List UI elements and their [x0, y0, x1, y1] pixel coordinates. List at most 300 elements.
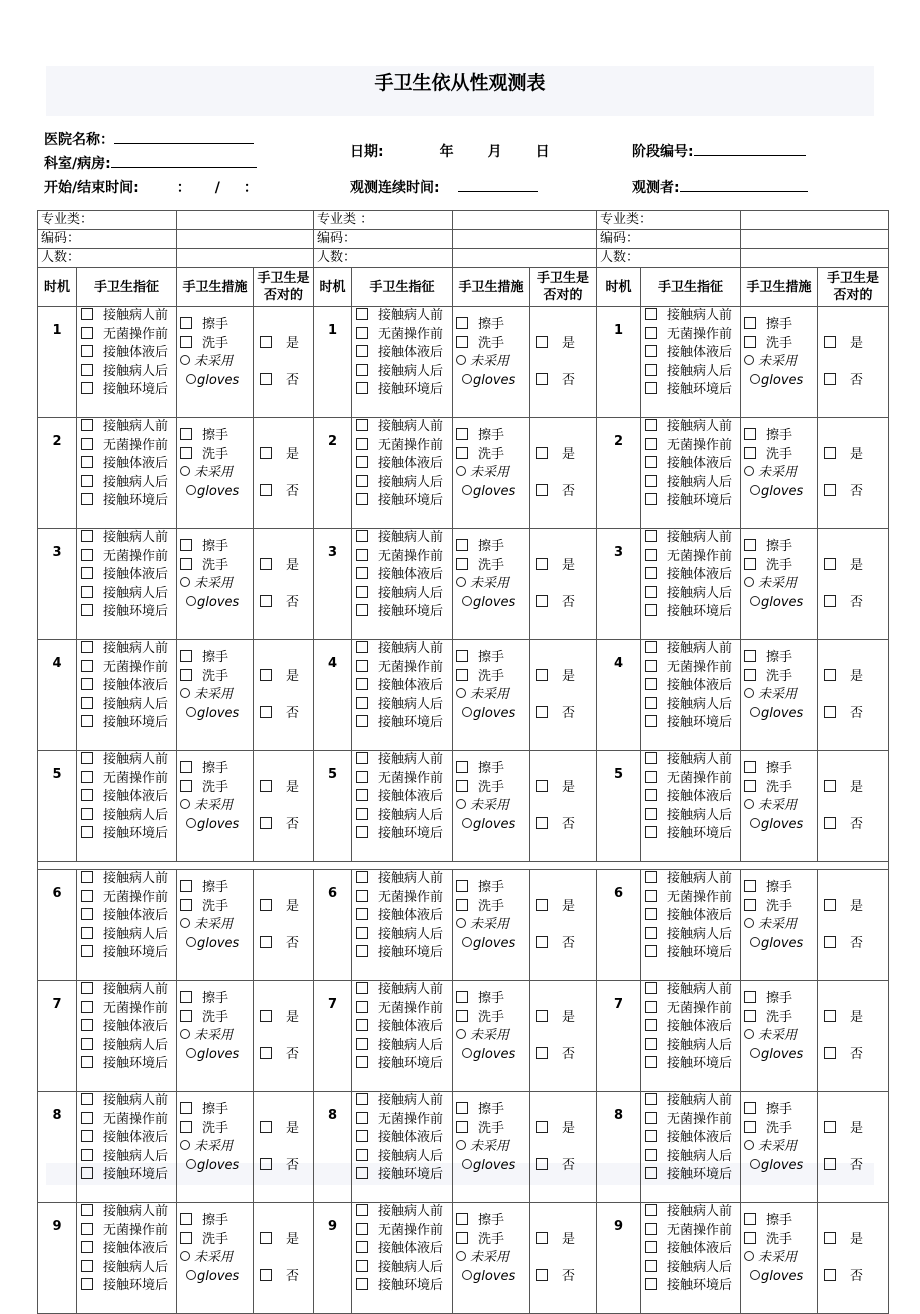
indication-option[interactable]: [81, 1240, 176, 1259]
answer-yes[interactable]: [824, 769, 888, 806]
indication-option[interactable]: [81, 677, 176, 696]
checkbox[interactable]: [824, 1158, 836, 1170]
radio-button[interactable]: [750, 707, 760, 717]
radio-button[interactable]: [186, 1270, 196, 1280]
answer-yes[interactable]: [536, 1110, 596, 1147]
answer-no[interactable]: [536, 584, 596, 621]
radio-button[interactable]: [750, 1048, 760, 1058]
measure-option-wash[interactable]: [744, 1231, 817, 1250]
answer-no[interactable]: [824, 473, 888, 510]
indication-option[interactable]: [356, 807, 452, 826]
answer-yes[interactable]: [260, 1110, 313, 1147]
checkbox[interactable]: [356, 927, 368, 939]
checkbox[interactable]: [536, 1010, 548, 1022]
indication-option[interactable]: [81, 326, 176, 345]
indication-option[interactable]: [81, 751, 176, 770]
radio-button[interactable]: [180, 466, 190, 476]
radio-button[interactable]: [180, 577, 190, 587]
indication-option[interactable]: [81, 1129, 176, 1148]
measure-option-wash[interactable]: [744, 446, 817, 465]
measure-option-not-used[interactable]: [180, 353, 253, 372]
indication-option[interactable]: [356, 1037, 452, 1056]
checkbox[interactable]: [536, 1158, 548, 1170]
answer-yes[interactable]: [824, 325, 888, 362]
measure-option-wash[interactable]: [456, 1009, 529, 1028]
answer-no[interactable]: [536, 1036, 596, 1073]
radio-button[interactable]: [456, 466, 466, 476]
indication-option[interactable]: [81, 344, 176, 363]
answer-yes[interactable]: [536, 547, 596, 584]
checkbox[interactable]: [356, 871, 368, 883]
answer-yes[interactable]: [824, 888, 888, 925]
indication-option[interactable]: [81, 1222, 176, 1241]
checkbox[interactable]: [645, 641, 657, 653]
indication-option[interactable]: [81, 889, 176, 908]
radio-button[interactable]: [180, 918, 190, 928]
indication-option[interactable]: [356, 714, 452, 733]
checkbox[interactable]: [81, 604, 93, 616]
checkbox[interactable]: [356, 908, 368, 920]
indication-option[interactable]: [645, 326, 740, 345]
answer-yes[interactable]: [824, 1221, 888, 1258]
checkbox[interactable]: [824, 1010, 836, 1022]
checkbox[interactable]: [456, 558, 468, 570]
indication-option[interactable]: [81, 455, 176, 474]
checkbox[interactable]: [356, 945, 368, 957]
checkbox[interactable]: [645, 604, 657, 616]
indication-option[interactable]: [645, 1055, 740, 1074]
indication-option[interactable]: [81, 907, 176, 926]
measure-option-gloves[interactable]: [180, 705, 253, 724]
checkbox[interactable]: [81, 1278, 93, 1290]
checkbox[interactable]: [645, 771, 657, 783]
measure-option-rub[interactable]: [744, 316, 817, 335]
checkbox[interactable]: [456, 428, 468, 440]
indication-option[interactable]: [356, 363, 452, 382]
checkbox[interactable]: [81, 1038, 93, 1050]
indication-option[interactable]: [645, 307, 740, 326]
checkbox[interactable]: [260, 936, 272, 948]
indication-option[interactable]: [356, 788, 452, 807]
indication-option[interactable]: [645, 770, 740, 789]
radio-button[interactable]: [456, 577, 466, 587]
indication-option[interactable]: [81, 474, 176, 493]
checkbox[interactable]: [645, 1056, 657, 1068]
checkbox[interactable]: [824, 336, 836, 348]
indication-option[interactable]: [81, 548, 176, 567]
measure-option-rub[interactable]: [456, 649, 529, 668]
checkbox[interactable]: [645, 890, 657, 902]
checkbox[interactable]: [824, 936, 836, 948]
checkbox[interactable]: [356, 567, 368, 579]
checkbox[interactable]: [645, 1260, 657, 1272]
indication-option[interactable]: [81, 696, 176, 715]
measure-option-wash[interactable]: [744, 557, 817, 576]
measure-option-gloves[interactable]: [180, 1157, 253, 1176]
code-input[interactable]: [453, 230, 597, 249]
checkbox[interactable]: [260, 373, 272, 385]
indication-option[interactable]: [356, 1092, 452, 1111]
hospital-name-field[interactable]: [44, 129, 254, 149]
indication-option[interactable]: [645, 1018, 740, 1037]
indication-option[interactable]: [645, 492, 740, 511]
measure-option-gloves[interactable]: [456, 816, 529, 835]
indication-option[interactable]: [645, 640, 740, 659]
checkbox[interactable]: [824, 1232, 836, 1244]
radio-button[interactable]: [744, 1029, 754, 1039]
measure-option-gloves[interactable]: [180, 1268, 253, 1287]
answer-yes[interactable]: [824, 999, 888, 1036]
radio-button[interactable]: [750, 485, 760, 495]
checkbox[interactable]: [744, 447, 756, 459]
checkbox[interactable]: [536, 595, 548, 607]
checkbox[interactable]: [356, 1001, 368, 1013]
code-input[interactable]: [177, 230, 314, 249]
checkbox[interactable]: [645, 1112, 657, 1124]
indication-option[interactable]: [81, 825, 176, 844]
measure-option-gloves[interactable]: [180, 935, 253, 954]
answer-no[interactable]: [536, 1258, 596, 1295]
checkbox[interactable]: [645, 438, 657, 450]
indication-option[interactable]: [356, 770, 452, 789]
answer-yes[interactable]: [260, 769, 313, 806]
checkbox[interactable]: [536, 1121, 548, 1133]
checkbox[interactable]: [356, 808, 368, 820]
measure-option-rub[interactable]: [180, 879, 253, 898]
checkbox[interactable]: [536, 484, 548, 496]
checkbox[interactable]: [180, 880, 192, 892]
checkbox[interactable]: [645, 871, 657, 883]
radio-button[interactable]: [180, 799, 190, 809]
answer-no[interactable]: [260, 1258, 313, 1295]
measure-option-gloves[interactable]: [456, 705, 529, 724]
answer-yes[interactable]: [260, 999, 313, 1036]
radio-button[interactable]: [750, 818, 760, 828]
indication-option[interactable]: [356, 381, 452, 400]
checkbox[interactable]: [536, 669, 548, 681]
checkbox[interactable]: [456, 1232, 468, 1244]
radio-button[interactable]: [750, 937, 760, 947]
checkbox[interactable]: [356, 715, 368, 727]
indication-option[interactable]: [645, 1037, 740, 1056]
checkbox[interactable]: [456, 447, 468, 459]
measure-option-rub[interactable]: [456, 538, 529, 557]
checkbox[interactable]: [645, 808, 657, 820]
checkbox[interactable]: [744, 336, 756, 348]
checkbox[interactable]: [536, 336, 548, 348]
checkbox[interactable]: [744, 761, 756, 773]
checkbox[interactable]: [645, 1019, 657, 1031]
measure-option-not-used[interactable]: [456, 686, 529, 705]
indication-option[interactable]: [645, 870, 740, 889]
indication-option[interactable]: [645, 1092, 740, 1111]
measure-option-not-used[interactable]: [744, 916, 817, 935]
indication-option[interactable]: [645, 1111, 740, 1130]
checkbox[interactable]: [356, 1019, 368, 1031]
answer-no[interactable]: [824, 925, 888, 962]
checkbox[interactable]: [260, 1232, 272, 1244]
measure-option-wash[interactable]: [180, 557, 253, 576]
indication-option[interactable]: [81, 1000, 176, 1019]
answer-no[interactable]: [536, 806, 596, 843]
indication-option[interactable]: [356, 825, 452, 844]
measure-option-rub[interactable]: [456, 1212, 529, 1231]
indication-option[interactable]: [356, 1166, 452, 1185]
answer-no[interactable]: [824, 1258, 888, 1295]
measure-option-rub[interactable]: [744, 1101, 817, 1120]
checkbox[interactable]: [81, 1056, 93, 1068]
checkbox[interactable]: [260, 1158, 272, 1170]
checkbox[interactable]: [645, 789, 657, 801]
indication-option[interactable]: [356, 603, 452, 622]
answer-no[interactable]: [260, 362, 313, 399]
measure-option-gloves[interactable]: [744, 594, 817, 613]
checkbox[interactable]: [645, 308, 657, 320]
indication-option[interactable]: [645, 981, 740, 1000]
checkbox[interactable]: [81, 1019, 93, 1031]
radio-button[interactable]: [186, 707, 196, 717]
indication-option[interactable]: [645, 1166, 740, 1185]
measure-option-gloves[interactable]: [744, 705, 817, 724]
measure-option-not-used[interactable]: [744, 686, 817, 705]
indication-option[interactable]: [645, 1129, 740, 1148]
measure-option-not-used[interactable]: [180, 1027, 253, 1046]
measure-option-wash[interactable]: [456, 335, 529, 354]
checkbox[interactable]: [356, 1130, 368, 1142]
radio-button[interactable]: [456, 355, 466, 365]
checkbox[interactable]: [180, 991, 192, 1003]
radio-button[interactable]: [456, 799, 466, 809]
indication-option[interactable]: [356, 1000, 452, 1019]
checkbox[interactable]: [744, 1010, 756, 1022]
radio-button[interactable]: [750, 596, 760, 606]
checkbox[interactable]: [456, 1213, 468, 1225]
measure-option-not-used[interactable]: [456, 916, 529, 935]
radio-button[interactable]: [186, 937, 196, 947]
indication-option[interactable]: [645, 603, 740, 622]
checkbox[interactable]: [645, 715, 657, 727]
checkbox[interactable]: [180, 669, 192, 681]
indication-option[interactable]: [356, 326, 452, 345]
indication-option[interactable]: [356, 1222, 452, 1241]
checkbox[interactable]: [645, 1241, 657, 1253]
answer-no[interactable]: [536, 925, 596, 962]
indication-option[interactable]: [645, 714, 740, 733]
checkbox[interactable]: [81, 438, 93, 450]
indication-option[interactable]: [81, 870, 176, 889]
measure-option-not-used[interactable]: [180, 575, 253, 594]
checkbox[interactable]: [645, 982, 657, 994]
answer-yes[interactable]: [536, 325, 596, 362]
radio-button[interactable]: [186, 596, 196, 606]
answer-yes[interactable]: [260, 436, 313, 473]
measure-option-not-used[interactable]: [744, 1027, 817, 1046]
measure-option-wash[interactable]: [744, 1009, 817, 1028]
indication-option[interactable]: [356, 1240, 452, 1259]
checkbox[interactable]: [81, 890, 93, 902]
checkbox[interactable]: [356, 982, 368, 994]
checkbox[interactable]: [260, 817, 272, 829]
indication-option[interactable]: [645, 418, 740, 437]
answer-yes[interactable]: [536, 436, 596, 473]
answer-yes[interactable]: [536, 888, 596, 925]
checkbox[interactable]: [645, 1093, 657, 1105]
indication-option[interactable]: [356, 1055, 452, 1074]
checkbox[interactable]: [456, 650, 468, 662]
checkbox[interactable]: [356, 382, 368, 394]
indication-option[interactable]: [81, 1092, 176, 1111]
indication-option[interactable]: [356, 1111, 452, 1130]
indication-option[interactable]: [356, 1203, 452, 1222]
checkbox[interactable]: [81, 826, 93, 838]
checkbox[interactable]: [356, 1260, 368, 1272]
measure-option-not-used[interactable]: [456, 1138, 529, 1157]
checkbox[interactable]: [744, 1213, 756, 1225]
measure-option-rub[interactable]: [456, 427, 529, 446]
checkbox[interactable]: [645, 752, 657, 764]
checkbox[interactable]: [824, 1121, 836, 1133]
checkbox[interactable]: [456, 899, 468, 911]
answer-no[interactable]: [824, 1036, 888, 1073]
checkbox[interactable]: [645, 1167, 657, 1179]
checkbox[interactable]: [645, 1204, 657, 1216]
checkbox[interactable]: [645, 927, 657, 939]
indication-option[interactable]: [81, 788, 176, 807]
checkbox[interactable]: [824, 1047, 836, 1059]
radio-button[interactable]: [456, 1140, 466, 1150]
measure-option-gloves[interactable]: [744, 1046, 817, 1065]
radio-button[interactable]: [462, 485, 472, 495]
checkbox[interactable]: [81, 715, 93, 727]
radio-button[interactable]: [744, 799, 754, 809]
checkbox[interactable]: [536, 447, 548, 459]
indication-option[interactable]: [81, 585, 176, 604]
checkbox[interactable]: [456, 539, 468, 551]
radio-button[interactable]: [750, 1159, 760, 1169]
checkbox[interactable]: [81, 927, 93, 939]
checkbox[interactable]: [824, 669, 836, 681]
radio-button[interactable]: [462, 1159, 472, 1169]
checkbox[interactable]: [456, 991, 468, 1003]
checkbox[interactable]: [81, 1001, 93, 1013]
measure-option-gloves[interactable]: [744, 1268, 817, 1287]
checkbox[interactable]: [260, 336, 272, 348]
radio-button[interactable]: [462, 937, 472, 947]
answer-yes[interactable]: [824, 1110, 888, 1147]
answer-yes[interactable]: [260, 1221, 313, 1258]
measure-option-rub[interactable]: [744, 538, 817, 557]
checkbox[interactable]: [356, 586, 368, 598]
checkbox[interactable]: [645, 327, 657, 339]
checkbox[interactable]: [356, 345, 368, 357]
profession-input[interactable]: [177, 211, 314, 230]
checkbox[interactable]: [356, 826, 368, 838]
checkbox[interactable]: [356, 419, 368, 431]
answer-no[interactable]: [536, 695, 596, 732]
measure-option-not-used[interactable]: [180, 1138, 253, 1157]
radio-button[interactable]: [180, 1140, 190, 1150]
checkbox[interactable]: [81, 549, 93, 561]
indication-option[interactable]: [356, 1018, 452, 1037]
answer-yes[interactable]: [260, 888, 313, 925]
indication-option[interactable]: [81, 1277, 176, 1296]
checkbox[interactable]: [536, 899, 548, 911]
measure-option-gloves[interactable]: [456, 483, 529, 502]
checkbox[interactable]: [180, 1232, 192, 1244]
answer-no[interactable]: [536, 1147, 596, 1184]
measure-option-rub[interactable]: [180, 1101, 253, 1120]
indication-option[interactable]: [645, 1148, 740, 1167]
checkbox[interactable]: [81, 1130, 93, 1142]
checkbox[interactable]: [356, 438, 368, 450]
indication-option[interactable]: [645, 807, 740, 826]
indication-option[interactable]: [81, 418, 176, 437]
measure-option-wash[interactable]: [456, 1120, 529, 1139]
measure-option-not-used[interactable]: [744, 1138, 817, 1157]
measure-option-rub[interactable]: [180, 1212, 253, 1231]
indication-option[interactable]: [356, 474, 452, 493]
checkbox[interactable]: [81, 752, 93, 764]
checkbox[interactable]: [81, 771, 93, 783]
checkbox[interactable]: [81, 660, 93, 672]
duration-field[interactable]: [350, 177, 538, 197]
checkbox[interactable]: [81, 1149, 93, 1161]
measure-option-wash[interactable]: [456, 898, 529, 917]
measure-option-wash[interactable]: [456, 668, 529, 687]
checkbox[interactable]: [356, 1223, 368, 1235]
checkbox[interactable]: [180, 558, 192, 570]
measure-option-wash[interactable]: [180, 668, 253, 687]
measure-option-not-used[interactable]: [456, 1249, 529, 1268]
checkbox[interactable]: [81, 1093, 93, 1105]
indication-option[interactable]: [81, 529, 176, 548]
indication-option[interactable]: [81, 807, 176, 826]
checkbox[interactable]: [824, 1269, 836, 1281]
measure-option-gloves[interactable]: [456, 594, 529, 613]
measure-option-wash[interactable]: [180, 1009, 253, 1028]
count-input[interactable]: [453, 249, 597, 268]
radio-button[interactable]: [462, 374, 472, 384]
radio-button[interactable]: [462, 1048, 472, 1058]
answer-yes[interactable]: [536, 769, 596, 806]
measure-option-rub[interactable]: [180, 990, 253, 1009]
checkbox[interactable]: [356, 771, 368, 783]
measure-option-rub[interactable]: [180, 538, 253, 557]
checkbox[interactable]: [645, 1223, 657, 1235]
measure-option-wash[interactable]: [180, 779, 253, 798]
measure-option-gloves[interactable]: [456, 1268, 529, 1287]
checkbox[interactable]: [260, 447, 272, 459]
measure-option-rub[interactable]: [456, 990, 529, 1009]
count-input[interactable]: [177, 249, 314, 268]
indication-option[interactable]: [645, 944, 740, 963]
measure-option-rub[interactable]: [180, 760, 253, 779]
indication-option[interactable]: [356, 1129, 452, 1148]
answer-yes[interactable]: [536, 999, 596, 1036]
answer-no[interactable]: [824, 695, 888, 732]
answer-yes[interactable]: [824, 658, 888, 695]
checkbox[interactable]: [645, 475, 657, 487]
checkbox[interactable]: [81, 475, 93, 487]
indication-option[interactable]: [645, 751, 740, 770]
indication-option[interactable]: [645, 548, 740, 567]
indication-option[interactable]: [356, 1148, 452, 1167]
measure-option-not-used[interactable]: [744, 353, 817, 372]
checkbox[interactable]: [536, 1232, 548, 1244]
indication-option[interactable]: [645, 788, 740, 807]
checkbox[interactable]: [744, 539, 756, 551]
measure-option-rub[interactable]: [744, 1212, 817, 1231]
